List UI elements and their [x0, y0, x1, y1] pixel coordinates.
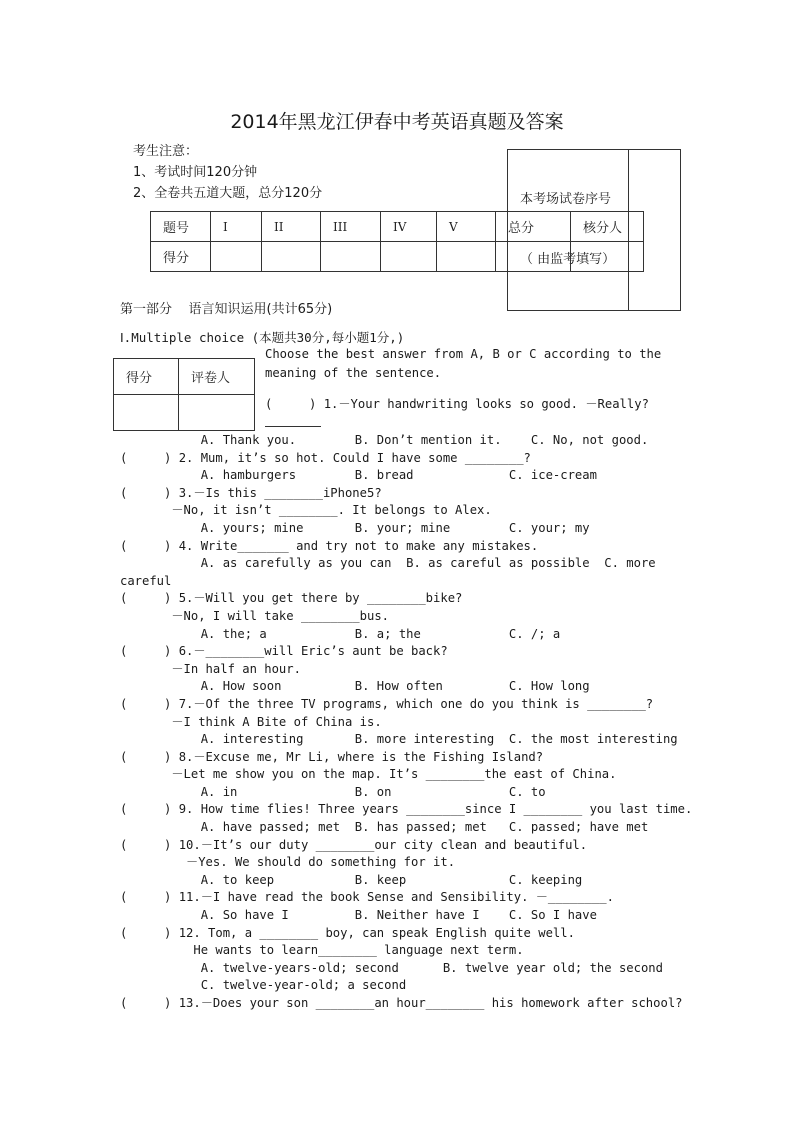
page-title: 2014年黑龙江伊春中考英语真题及答案	[230, 111, 564, 133]
question-line: ( ) 6.－________will Eric’s aunt be back?	[120, 644, 448, 659]
question-line: ( ) 8.－Excuse me, Mr Li, where is the Fishing Island?	[120, 749, 544, 764]
question-line: ( ) 5.－Will you get there by ________bike?	[120, 591, 463, 606]
grader-score-label: 得分	[114, 359, 179, 395]
question-line: －In half an hour.	[120, 661, 301, 676]
score-table	[150, 211, 644, 272]
grader-table	[113, 358, 255, 431]
question-line: ( ) 11.－I have read the book Sense and Sensibility. －________.	[120, 890, 614, 905]
question-line: A. have passed; met B. has passed; met C. passed; have met	[120, 820, 649, 835]
question-line: －I think A Bite of China is.	[120, 714, 382, 729]
score-cell[interactable]	[211, 242, 262, 272]
section-heading: Ⅰ.Multiple choice (本题共30分,每小题1分,)	[120, 330, 405, 345]
score-cell[interactable]	[437, 242, 496, 272]
question-line: A. How soon B. How often C. How long	[120, 679, 590, 694]
question-line: careful	[120, 573, 172, 588]
score-cell[interactable]	[262, 242, 321, 272]
score-table-header-row	[151, 212, 644, 242]
score-cell[interactable]	[496, 242, 571, 272]
grader-score-field[interactable]	[114, 395, 179, 431]
question-line: ( ) 7.－Of the three TV programs, which one do you think is ________?	[120, 696, 654, 711]
score-header-cell: 题号	[151, 212, 211, 242]
score-header-cell: V	[437, 212, 496, 242]
question-line: A. hamburgers B. bread C. ice-cream	[120, 468, 597, 483]
question-line: ( ) 4. Write_______ and try not to make any mistakes.	[120, 538, 539, 553]
question-line: ( ) 9. How time flies! Three years ________since I ________ you last time.	[120, 802, 693, 817]
question-line: －Let me show you on the map. It’s ________the east of China.	[120, 767, 617, 782]
score-header-cell: 核分人	[571, 212, 644, 242]
score-header-cell: 总分	[496, 212, 571, 242]
score-cell[interactable]	[571, 242, 644, 272]
question-line: A. to keep B. keep C. keeping	[120, 872, 583, 887]
question-line: ( ) 2. Mum, it’s so hot. Could I have some ________?	[120, 450, 531, 465]
question-line: A. yours; mine B. your; mine C. your; my	[120, 520, 590, 535]
grader-name-label: 评卷人	[179, 359, 255, 395]
question-line: －No, it isn’t ________. It belongs to Alex.	[120, 503, 492, 518]
seat-number-label: 本考场试卷序号 （ 由监考填写）	[508, 150, 629, 311]
score-header-cell: I	[211, 212, 262, 242]
notice-item: 1、考试时间120分钟	[133, 165, 258, 180]
part-heading: 第一部分 语言知识运用(共计65分)	[120, 302, 333, 317]
question-line: ( ) 1.－Your handwriting looks so good. －Really?	[265, 397, 649, 411]
question-line: －No, I will take ________bus.	[120, 608, 389, 623]
score-cell[interactable]	[321, 242, 381, 272]
question-line: －Yes. We should do something for it.	[120, 855, 456, 870]
score-table-row	[151, 242, 644, 272]
score-header-cell: III	[321, 212, 381, 242]
question-line: C. twelve-year-old; a second	[120, 978, 407, 993]
score-header-cell: IV	[381, 212, 437, 242]
grader-name-field[interactable]	[179, 395, 255, 431]
score-header-cell: II	[262, 212, 321, 242]
question-line: ( ) 10.－It’s our duty ________our city clean and beautiful.	[120, 837, 588, 852]
question-line: A. Thank you. B. Don’t mention it. C. No, not good.	[120, 433, 649, 447]
question-line: ( ) 12. Tom, a ________ boy, can speak English quite well.	[120, 925, 575, 940]
instructions-line: Choose the best answer from A, B or C according to the	[265, 347, 662, 361]
score-cell[interactable]	[381, 242, 437, 272]
instructions-line: meaning of the sentence.	[265, 366, 442, 380]
notice-item: 2、全卷共五道大题，总分120分	[133, 186, 323, 201]
question-list	[120, 432, 692, 1013]
question-line: He wants to learn________ language next term.	[120, 943, 524, 958]
score-row-label: 得分	[151, 242, 211, 272]
question-line: ( ) 3.－Is this ________iPhone5?	[120, 485, 382, 500]
question-line: A. in B. on C. to	[120, 784, 546, 799]
notice-heading: 考生注意：	[133, 144, 199, 159]
question-line: A. the; a B. a; the C. /; a	[120, 626, 561, 641]
answer-blank	[265, 426, 321, 427]
question-line: A. as carefully as you can B. as careful as possible C. more	[120, 556, 656, 571]
question-line: A. twelve-years-old; second B. twelve year old; the second	[120, 960, 663, 975]
question-line: ( ) 13.－Does your son ________an hour________ his homework after school?	[120, 996, 683, 1010]
question-line: A. So have I B. Neither have I C. So I have	[120, 908, 597, 923]
question-line: A. interesting B. more interesting C. the most interesting	[120, 732, 678, 747]
